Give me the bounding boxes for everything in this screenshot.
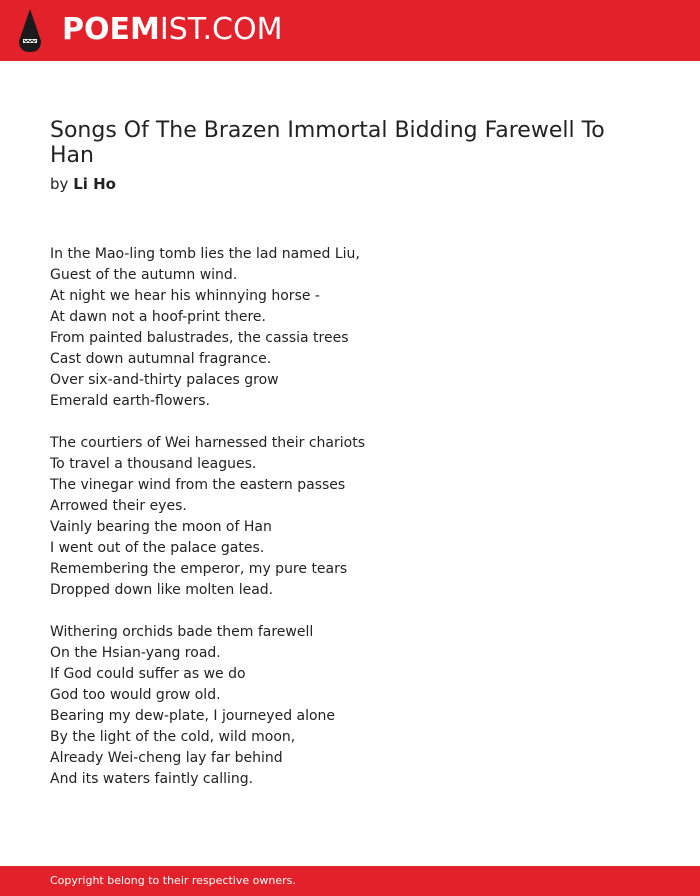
poem-title: Songs Of The Brazen Immortal Bidding Farewell To Han bbox=[50, 118, 605, 168]
author-name: Li Ho bbox=[73, 175, 116, 193]
poem-line: At dawn not a hoof-print there. bbox=[50, 309, 266, 325]
poem-line: Already Wei-cheng lay far behind bbox=[50, 750, 283, 766]
copyright-text: Copyright belong to their respective owners. bbox=[50, 874, 296, 887]
byline bbox=[50, 174, 116, 194]
logo-light-text: IST.COM bbox=[159, 12, 283, 47]
poem-line: I went out of the palace gates. bbox=[50, 540, 265, 556]
poem-line: In the Mao-ling tomb lies the lad named Liu, bbox=[50, 246, 360, 262]
poem-line: The courtiers of Wei harnessed their chariots bbox=[50, 435, 365, 451]
site-footer bbox=[0, 866, 700, 896]
poem-line: At night we hear his whinnying horse - bbox=[50, 288, 320, 304]
poem-line: God too would grow old. bbox=[50, 687, 221, 703]
poem-line: And its waters faintly calling. bbox=[50, 771, 254, 787]
poem-line: Emerald earth-flowers. bbox=[50, 393, 210, 409]
by-label: by bbox=[50, 175, 69, 193]
poem-line: To travel a thousand leagues. bbox=[50, 456, 257, 472]
poem-line: The vinegar wind from the eastern passes bbox=[50, 477, 346, 493]
stanza bbox=[50, 244, 650, 412]
poem-line: If God could suffer as we do bbox=[50, 666, 246, 682]
poem-line: Dropped down like molten lead. bbox=[50, 582, 274, 598]
site-header bbox=[0, 0, 700, 61]
stanza bbox=[50, 622, 650, 790]
poem-line: By the light of the cold, wild moon, bbox=[50, 729, 296, 745]
poem-line: From painted balustrades, the cassia trees bbox=[50, 330, 349, 346]
pen-nib-icon[interactable] bbox=[17, 8, 43, 52]
poem-line: Guest of the autumn wind. bbox=[50, 267, 238, 283]
poem-body bbox=[50, 244, 650, 811]
site-logo[interactable] bbox=[62, 12, 282, 48]
poem-line: Withering orchids bade them farewell bbox=[50, 624, 314, 640]
poem-line: Vainly bearing the moon of Han bbox=[50, 519, 272, 535]
logo-bold-text: POEM bbox=[62, 12, 160, 47]
poem-line: Arrowed their eyes. bbox=[50, 498, 187, 514]
poem-line: Bearing my dew-plate, I journeyed alone bbox=[50, 708, 336, 724]
stanza bbox=[50, 433, 650, 601]
poem-line: Remembering the emperor, my pure tears bbox=[50, 561, 348, 577]
poem-line: On the Hsian-yang road. bbox=[50, 645, 221, 661]
poem-line: Over six-and-thirty palaces grow bbox=[50, 372, 279, 388]
poem-line: Cast down autumnal fragrance. bbox=[50, 351, 272, 367]
